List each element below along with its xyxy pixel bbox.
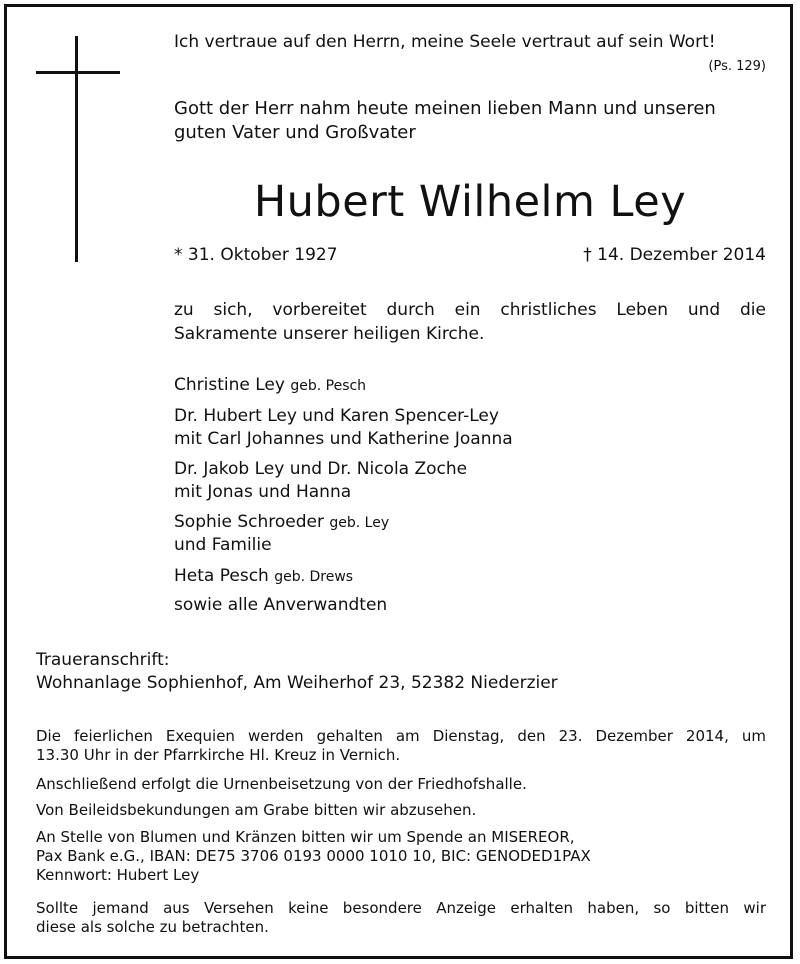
closing-line-2: Sakramente unserer heiligen Kirche.	[174, 324, 485, 344]
family-member: Christine Ley geb. Pesch	[174, 375, 367, 395]
donation-line-3: Kennwort: Hubert Ley	[36, 866, 200, 884]
intro-line-2: guten Vater und Großvater	[174, 122, 416, 143]
family-member: Dr. Jakob Ley und Dr. Nicola Zoche	[174, 459, 468, 479]
family-member-subline: mit Jonas und Hanna	[174, 482, 352, 502]
donation-line-2: Pax Bank e.G., IBAN: DE75 3706 0193 0000 1010 10, BIC: GENODED1PAX	[36, 847, 591, 865]
exequien-notice	[36, 727, 766, 746]
intro-line-1: Gott der Herr nahm heute meinen lieben Mann und unseren	[174, 98, 716, 119]
exequien-line-2: 13.30 Uhr in der Pfarrkirche Hl. Kreuz in Vernich.	[36, 746, 401, 764]
psalm-reference: (Ps. 129)	[708, 59, 766, 74]
notice-line-2: diese als solche zu betrachten.	[36, 918, 269, 936]
address-value: Wohnanlage Sophienhof, Am Weiherhof 23, 52382 Niederzier	[36, 673, 558, 693]
birth-date: * 31. Oktober 1927	[174, 245, 338, 265]
cross-horizontal-bar	[36, 71, 120, 74]
family-member-subline: mit Carl Johannes und Katherine Joanna	[174, 429, 513, 449]
exequien-line-1: Die feierlichen Exequien werden gehalten am Dienstag, den 23. Dezember 2014, um	[36, 727, 766, 745]
family-member: sowie alle Anverwandten	[174, 595, 388, 615]
condolence-notice: Von Beileidsbekundungen am Grabe bitten wir abzusehen.	[36, 801, 477, 819]
urn-notice: Anschließend erfolgt die Urnenbeisetzung von der Friedhofshalle.	[36, 775, 527, 793]
family-member: Dr. Hubert Ley und Karen Spencer-Ley	[174, 406, 499, 426]
psalm-quote: Ich vertraue auf den Herrn, meine Seele vertraut auf sein Wort!	[174, 32, 716, 52]
cross-vertical-bar	[75, 36, 78, 262]
family-member-subline: und Familie	[174, 535, 272, 555]
family-member: Sophie Schroeder geb. Ley	[174, 512, 390, 532]
deceased-name: Hubert Wilhelm Ley	[253, 177, 687, 227]
notice-text	[36, 899, 766, 918]
notice-line-1: Sollte jemand aus Versehen keine besondere Anzeige erhalten haben, so bitten wir	[36, 899, 766, 917]
donation-line-1: An Stelle von Blumen und Kränzen bitten wir um Spende an MISEREOR,	[36, 828, 575, 846]
family-member: Heta Pesch geb. Drews	[174, 566, 354, 586]
closing-text	[174, 298, 766, 346]
death-date: † 14. Dezember 2014	[583, 245, 766, 265]
closing-line-1: zu sich, vorbereitet durch ein christliches Leben und die	[174, 300, 766, 320]
address-label: Traueranschrift:	[36, 650, 170, 670]
